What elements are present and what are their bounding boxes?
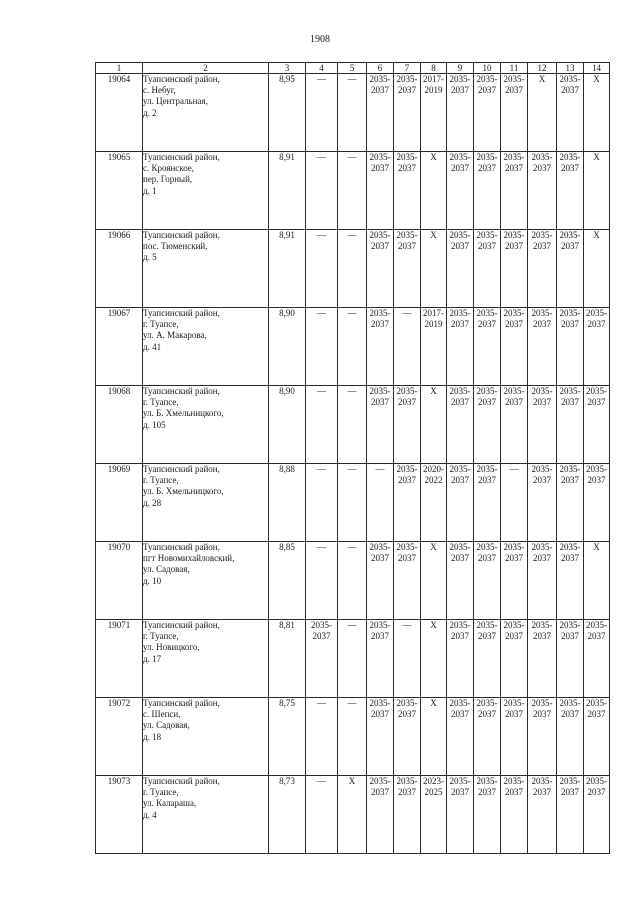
record-number: 19073 — [96, 776, 143, 854]
address-line: Туапсинский район, — [143, 620, 220, 630]
period-cell-col-14: 2035- 2037 — [584, 386, 610, 464]
period-cell-col-4: — — [306, 230, 338, 308]
address-cell — [143, 308, 269, 386]
address-cell — [143, 776, 269, 854]
value-cell: 8,88 — [269, 464, 306, 542]
period-cell-col-5: — — [338, 308, 367, 386]
period-cell-col-13: 2035- 2037 — [557, 74, 584, 152]
period-cell-col-13: 2035- 2037 — [557, 698, 584, 776]
address-line: ул. Новицкого, — [143, 642, 200, 653]
table-row — [96, 464, 610, 542]
period-cell-col-8: X — [421, 698, 447, 776]
period-cell-col-9: 2035- 2037 — [447, 386, 474, 464]
period-cell-col-7: 2035- 2037 — [394, 74, 421, 152]
period-cell-col-7: 2035- 2037 — [394, 698, 421, 776]
period-cell-col-5: — — [338, 464, 367, 542]
address-line: с. Шепси, — [143, 709, 181, 720]
address-line: Туапсинский район, — [143, 464, 220, 474]
address-line: Туапсинский район, — [143, 542, 220, 552]
period-cell-col-12: 2035- 2037 — [528, 386, 557, 464]
period-cell-col-11: — — [501, 464, 528, 542]
period-cell-col-12: 2035- 2037 — [528, 620, 557, 698]
period-cell-col-10: 2035- 2037 — [474, 74, 501, 152]
period-cell-col-6: 2035- 2037 — [367, 776, 394, 854]
period-cell-col-14: 2035- 2037 — [584, 464, 610, 542]
period-cell-col-5: — — [338, 620, 367, 698]
period-cell-col-11: 2035- 2037 — [501, 308, 528, 386]
period-cell-col-10: 2035- 2037 — [474, 542, 501, 620]
period-cell-col-7: — — [394, 620, 421, 698]
column-number-13: 13 — [557, 63, 584, 74]
address-line: с. Небуг, — [143, 85, 176, 96]
address-line: д. 5 — [143, 252, 157, 263]
period-cell-col-6: 2035- 2037 — [367, 542, 394, 620]
period-cell-col-10: 2035- 2037 — [474, 230, 501, 308]
value-cell: 8,90 — [269, 386, 306, 464]
period-cell-col-6: 2035- 2037 — [367, 620, 394, 698]
period-cell-col-12: 2035- 2037 — [528, 152, 557, 230]
address-line: д. 10 — [143, 575, 162, 586]
address-line: ул. Садовая, — [143, 720, 190, 731]
address-line: Туапсинский район, — [143, 230, 220, 240]
period-cell-col-11: 2035- 2037 — [501, 542, 528, 620]
address-line: ул. Садовая, — [143, 564, 190, 575]
period-cell-col-8: 2020- 2022 — [421, 464, 447, 542]
period-cell-col-7: 2035- 2037 — [394, 776, 421, 854]
period-cell-col-12: 2035- 2037 — [528, 464, 557, 542]
period-cell-col-4: — — [306, 464, 338, 542]
period-cell-col-14: X — [584, 542, 610, 620]
period-cell-col-7: 2035- 2037 — [394, 152, 421, 230]
column-number-5: 5 — [338, 63, 367, 74]
period-cell-col-4: — — [306, 698, 338, 776]
period-cell-col-12: 2035- 2037 — [528, 698, 557, 776]
period-cell-col-14: X — [584, 74, 610, 152]
address-line: ул. Б. Хмельницкого, — [143, 408, 224, 419]
address-line: Туапсинский район, — [143, 776, 220, 786]
address-line: пер. Горный, — [143, 174, 193, 185]
period-cell-col-9: 2035- 2037 — [447, 464, 474, 542]
period-cell-col-9: 2035- 2037 — [447, 308, 474, 386]
period-cell-col-10: 2035- 2037 — [474, 464, 501, 542]
period-cell-col-7: — — [394, 308, 421, 386]
period-cell-col-9: 2035- 2037 — [447, 620, 474, 698]
period-cell-col-5: — — [338, 386, 367, 464]
period-cell-col-14: 2035- 2037 — [584, 620, 610, 698]
period-cell-col-9: 2035- 2037 — [447, 152, 474, 230]
period-cell-col-6: 2035- 2037 — [367, 386, 394, 464]
period-cell-col-7: 2035- 2037 — [394, 386, 421, 464]
column-number-1: 1 — [96, 63, 143, 74]
period-cell-col-5: — — [338, 542, 367, 620]
column-number-11: 11 — [501, 63, 528, 74]
address-line: ул. Б. Хмельницкого, — [143, 486, 224, 497]
period-cell-col-13: 2035- 2037 — [557, 308, 584, 386]
record-number: 19066 — [96, 230, 143, 308]
period-cell-col-9: 2035- 2037 — [447, 74, 474, 152]
value-cell: 8,85 — [269, 542, 306, 620]
period-cell-col-8: 2017- 2019 — [421, 308, 447, 386]
period-cell-col-12: 2035- 2037 — [528, 542, 557, 620]
period-cell-col-11: 2035- 2037 — [501, 152, 528, 230]
period-cell-col-10: 2035- 2037 — [474, 152, 501, 230]
column-number-12: 12 — [528, 63, 557, 74]
period-cell-col-6: 2035- 2037 — [367, 152, 394, 230]
column-number-2: 2 — [143, 63, 269, 74]
period-cell-col-4: 2035- 2037 — [306, 620, 338, 698]
address-line: д. 18 — [143, 731, 162, 742]
period-cell-col-6: 2035- 2037 — [367, 698, 394, 776]
column-number-7: 7 — [394, 63, 421, 74]
column-number-10: 10 — [474, 63, 501, 74]
period-cell-col-8: 2017- 2019 — [421, 74, 447, 152]
period-cell-col-6: 2035- 2037 — [367, 308, 394, 386]
table-row — [96, 308, 610, 386]
period-cell-col-12: X — [528, 74, 557, 152]
address-cell — [143, 542, 269, 620]
address-cell — [143, 698, 269, 776]
period-cell-col-5: — — [338, 230, 367, 308]
period-cell-col-10: 2035- 2037 — [474, 386, 501, 464]
record-number: 19067 — [96, 308, 143, 386]
address-line: с. Кроянское, — [143, 163, 195, 174]
record-number: 19072 — [96, 698, 143, 776]
address-line: д. 17 — [143, 653, 162, 664]
address-line: ул. Калараша, — [143, 798, 197, 809]
record-number: 19070 — [96, 542, 143, 620]
address-line: ул. А. Макарова, — [143, 330, 207, 341]
period-cell-col-11: 2035- 2037 — [501, 620, 528, 698]
address-cell — [143, 464, 269, 542]
period-cell-col-11: 2035- 2037 — [501, 74, 528, 152]
table-row — [96, 386, 610, 464]
address-cell — [143, 230, 269, 308]
table-row — [96, 152, 610, 230]
column-number-8: 8 — [421, 63, 447, 74]
period-cell-col-14: X — [584, 230, 610, 308]
value-cell: 8,91 — [269, 152, 306, 230]
period-cell-col-9: 2035- 2037 — [447, 698, 474, 776]
period-cell-col-4: — — [306, 542, 338, 620]
column-number-3: 3 — [269, 63, 306, 74]
table-row — [96, 542, 610, 620]
period-cell-col-8: X — [421, 386, 447, 464]
address-line: г. Туапсе, — [143, 475, 179, 486]
address-line: д. 41 — [143, 341, 162, 352]
period-cell-col-14: 2035- 2037 — [584, 698, 610, 776]
address-line: Туапсинский район, — [143, 152, 220, 162]
period-cell-col-10: 2035- 2037 — [474, 308, 501, 386]
period-cell-col-11: 2035- 2037 — [501, 230, 528, 308]
period-cell-col-8: X — [421, 620, 447, 698]
period-cell-col-14: 2035- 2037 — [584, 776, 610, 854]
record-number: 19065 — [96, 152, 143, 230]
period-cell-col-13: 2035- 2037 — [557, 776, 584, 854]
period-cell-col-11: 2035- 2037 — [501, 698, 528, 776]
period-cell-col-5: X — [338, 776, 367, 854]
address-line: д. 105 — [143, 419, 166, 430]
value-cell: 8,81 — [269, 620, 306, 698]
address-cell — [143, 152, 269, 230]
value-cell: 8,75 — [269, 698, 306, 776]
period-cell-col-13: 2035- 2037 — [557, 542, 584, 620]
period-cell-col-8: X — [421, 542, 447, 620]
period-cell-col-14: X — [584, 152, 610, 230]
period-cell-col-11: 2035- 2037 — [501, 386, 528, 464]
period-cell-col-6: 2035- 2037 — [367, 74, 394, 152]
record-number: 19064 — [96, 74, 143, 152]
address-line: Туапсинский район, — [143, 386, 220, 396]
period-cell-col-9: 2035- 2037 — [447, 776, 474, 854]
address-line: г. Туапсе, — [143, 787, 179, 798]
period-cell-col-5: — — [338, 698, 367, 776]
period-cell-col-4: — — [306, 776, 338, 854]
address-line: г. Туапсе, — [143, 631, 179, 642]
table-row — [96, 698, 610, 776]
table-row — [96, 776, 610, 854]
value-cell: 8,90 — [269, 308, 306, 386]
record-number: 19071 — [96, 620, 143, 698]
period-cell-col-7: 2035- 2037 — [394, 464, 421, 542]
period-cell-col-6: 2035- 2037 — [367, 230, 394, 308]
period-cell-col-11: 2035- 2037 — [501, 776, 528, 854]
value-cell: 8,73 — [269, 776, 306, 854]
period-cell-col-14: 2035- 2037 — [584, 308, 610, 386]
period-cell-col-4: — — [306, 74, 338, 152]
address-line: Туапсинский район, — [143, 74, 220, 84]
address-line: г. Туапсе, — [143, 397, 179, 408]
value-cell: 8,91 — [269, 230, 306, 308]
address-line: ул. Центральная, — [143, 96, 208, 107]
table-row — [96, 230, 610, 308]
period-cell-col-4: — — [306, 152, 338, 230]
address-line: пгт Новомихайловский, — [143, 553, 235, 564]
column-number-6: 6 — [367, 63, 394, 74]
record-number: 19069 — [96, 464, 143, 542]
value-cell: 8,95 — [269, 74, 306, 152]
address-line: д. 1 — [143, 185, 157, 196]
period-cell-col-8: X — [421, 152, 447, 230]
period-cell-col-9: 2035- 2037 — [447, 542, 474, 620]
period-cell-col-13: 2035- 2037 — [557, 386, 584, 464]
period-cell-col-12: 2035- 2037 — [528, 776, 557, 854]
address-line: Туапсинский район, — [143, 698, 220, 708]
period-cell-col-5: — — [338, 152, 367, 230]
column-number-9: 9 — [447, 63, 474, 74]
period-cell-col-4: — — [306, 308, 338, 386]
address-line: Туапсинский район, — [143, 308, 220, 318]
period-cell-col-13: 2035- 2037 — [557, 620, 584, 698]
column-number-14: 14 — [584, 63, 610, 74]
period-cell-col-8: X — [421, 230, 447, 308]
period-cell-col-8: 2023- 2025 — [421, 776, 447, 854]
period-cell-col-7: 2035- 2037 — [394, 230, 421, 308]
period-cell-col-12: 2035- 2037 — [528, 308, 557, 386]
column-number-row — [96, 63, 610, 74]
address-line: д. 28 — [143, 497, 162, 508]
period-cell-col-13: 2035- 2037 — [557, 464, 584, 542]
period-cell-col-9: 2035- 2037 — [447, 230, 474, 308]
register-table — [95, 62, 610, 854]
page-number: 1908 — [310, 34, 330, 45]
table-row — [96, 74, 610, 152]
record-number: 19068 — [96, 386, 143, 464]
period-cell-col-10: 2035- 2037 — [474, 776, 501, 854]
period-cell-col-12: 2035- 2037 — [528, 230, 557, 308]
period-cell-col-7: 2035- 2037 — [394, 542, 421, 620]
address-line: г. Туапсе, — [143, 319, 179, 330]
address-cell — [143, 620, 269, 698]
address-line: д. 2 — [143, 107, 157, 118]
period-cell-col-13: 2035- 2037 — [557, 230, 584, 308]
period-cell-col-10: 2035- 2037 — [474, 698, 501, 776]
address-cell — [143, 386, 269, 464]
address-line: пос. Тюменский, — [143, 241, 208, 252]
address-line: д. 4 — [143, 809, 157, 820]
address-cell — [143, 74, 269, 152]
period-cell-col-10: 2035- 2037 — [474, 620, 501, 698]
period-cell-col-4: — — [306, 386, 338, 464]
column-number-4: 4 — [306, 63, 338, 74]
period-cell-col-13: 2035- 2037 — [557, 152, 584, 230]
period-cell-col-6: — — [367, 464, 394, 542]
table-row — [96, 620, 610, 698]
period-cell-col-5: — — [338, 74, 367, 152]
